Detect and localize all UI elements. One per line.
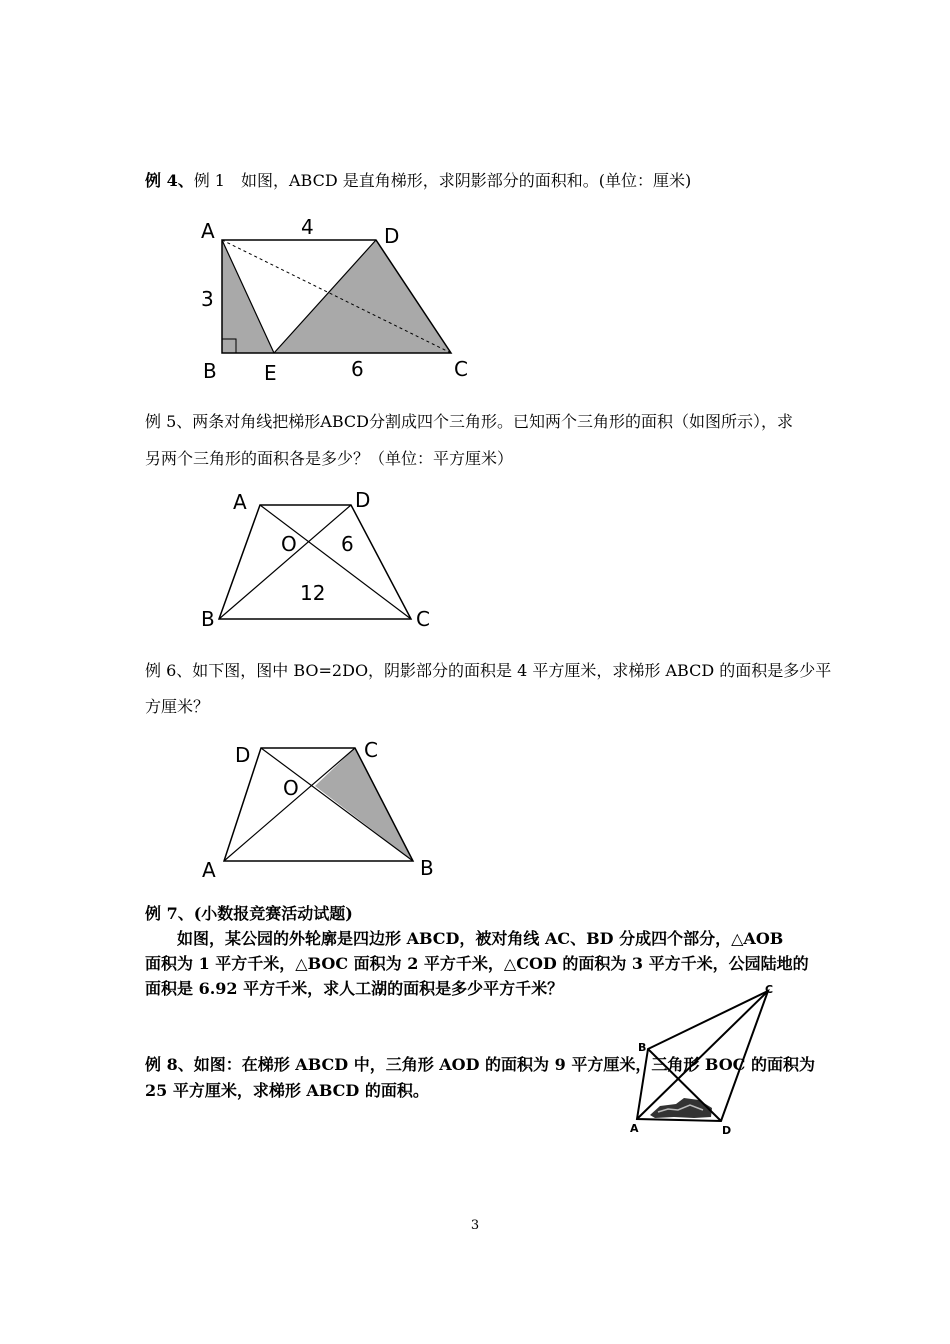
ex4-dim-bottom: 6 <box>351 357 364 381</box>
ex4-lead: 例 4、 <box>145 171 194 190</box>
ex7-line3: 面积是 6.92 平方千米，求人工湖的面积是多少平方千米？ <box>145 979 564 998</box>
ex4-label-a: A <box>201 219 215 243</box>
ex5-label-o: O <box>281 532 297 556</box>
ex6-label-b: B <box>420 856 434 880</box>
ex7-title: 例 7、(小数报竞赛活动试题) <box>145 904 353 923</box>
ex5-label-a: A <box>233 490 247 514</box>
ex8-label-c: C <box>765 983 774 996</box>
ex6-line2: 方厘米？ <box>145 697 210 716</box>
ex6-label-a: A <box>202 858 216 882</box>
ex6-line1: 例 6、如下图，图中 BO=2DO，阴影部分的面积是 4 平方厘米，求梯形 ABCD 的面积是多少平 <box>145 661 832 680</box>
ex5-label-b: B <box>201 607 215 631</box>
ex4-label-c: C <box>454 357 468 381</box>
ex7-line1: 如图，某公园的外轮廓是四边形 ABCD，被对角线 AC、BD 分成四个部分，△AOB <box>145 929 784 948</box>
ex4-label-e: E <box>264 361 277 385</box>
ex5-area-bottom: 12 <box>300 581 326 605</box>
ex4-text: 例 1 如图，ABCD 是直角梯形，求阴影部分的面积和。(单位：厘米) <box>193 171 692 190</box>
ex8-label-d: D <box>722 1124 732 1137</box>
ex5-line2: 另两个三角形的面积各是多少？（单位：平方厘米） <box>145 449 514 468</box>
ex7-line2: 面积为 1 平方千米，△BOC 面积为 2 平方千米，△COD 的面积为 3 平方千米，公园陆地的 <box>145 954 809 973</box>
ex6-label-c: C <box>364 738 378 762</box>
ex5-line1: 例 5、两条对角线把梯形ABCD分割成四个三角形。已知两个三角形的面积（如图所示），求 <box>145 412 793 431</box>
ex8-diagonal-ac <box>637 991 768 1119</box>
ex4-label-d: D <box>384 224 400 248</box>
ex4-dim-top: 4 <box>301 215 314 239</box>
ex4-dim-left: 3 <box>201 287 214 311</box>
ex8-line2: 25 平方厘米，求梯形 ABCD 的面积。 <box>145 1081 429 1100</box>
ex8-label-b: B <box>638 1041 647 1054</box>
ex6-label-o: O <box>283 776 299 800</box>
ex8-line1: 例 8、如图：在梯形 ABCD 中，三角形 AOD 的面积为 9 平方厘米，三角形 BOC 的面积为 <box>145 1055 815 1074</box>
ex5-label-d: D <box>355 488 371 512</box>
ex5-area-right: 6 <box>341 532 354 556</box>
ex4-label-b: B <box>203 359 217 383</box>
ex5-label-c: C <box>416 607 430 631</box>
page-number: 3 <box>470 1218 480 1233</box>
ex6-label-d: D <box>235 743 251 767</box>
ex8-label-a: A <box>630 1122 639 1135</box>
